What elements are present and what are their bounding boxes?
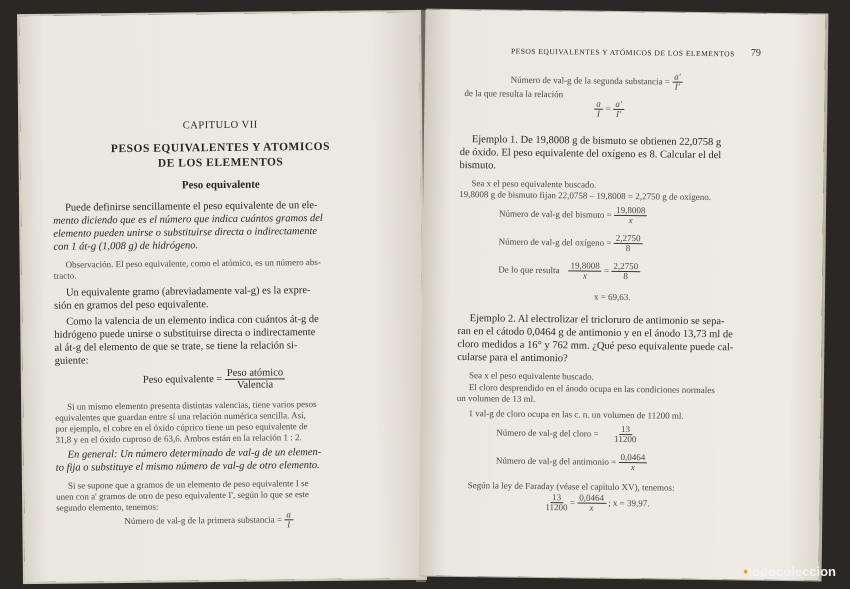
paragraph-line: al át-g del elemento de que se trate, se tiene la relación si- bbox=[54, 340, 298, 354]
solution-line: un volumen de 13 ml. bbox=[456, 392, 536, 404]
paragraph-line: con 1 át-g (1,008 g) de hidrógeno. bbox=[53, 240, 199, 253]
solution-line: Según la ley de Faraday (véase el capítulo XV), tenemos: bbox=[467, 480, 675, 493]
formula-bismuto bbox=[499, 204, 648, 226]
formula-denominator: 11200 bbox=[614, 434, 637, 445]
formula-lhs: De lo que resulta bbox=[498, 264, 560, 276]
watermark-dot: • bbox=[743, 564, 748, 579]
note-line: Si un mismo elemento presenta distintas valencias, tiene varios pesos bbox=[67, 399, 317, 412]
note-line: Observación. El peso equivalente, como el atómico, es un número abs- bbox=[65, 256, 321, 270]
formula-denominator: 8 bbox=[623, 271, 628, 282]
example-line: cularse para el antimonio? bbox=[457, 351, 568, 365]
solution-line: 1 val-g de cloro ocupa en las c. n. un volumen de 11200 ml. bbox=[468, 408, 684, 421]
example-line: bismuto. bbox=[459, 160, 497, 172]
formula-fraction bbox=[672, 73, 683, 93]
formula-denominator: x bbox=[589, 503, 594, 514]
note-line: tracto. bbox=[53, 270, 77, 281]
right-page bbox=[419, 10, 826, 581]
note-line: 31,8 y en el óxido cuproso de 63,6. Ambos están en la relación 1 : 2. bbox=[55, 432, 302, 445]
chapter-number: CAPITULO VII bbox=[182, 119, 258, 132]
watermark-text: todocoleccion bbox=[747, 564, 836, 579]
formula-numerator: a bbox=[594, 100, 603, 111]
chapter-title-line2: DE LOS ELEMENTOS bbox=[157, 156, 284, 170]
formula-lhs: Número de val-g de la segunda substancia = bbox=[510, 74, 670, 87]
formula-fraction bbox=[594, 100, 603, 120]
formula-denominator: Valencia bbox=[236, 379, 274, 391]
note-line: unen con a' gramos de otro de peso equivalente I', según lo que se este bbox=[56, 489, 310, 502]
page-number: 79 bbox=[750, 47, 762, 59]
formula-lhs: Número de val-g de la primera substancia = bbox=[124, 514, 283, 527]
formula-denominator: x bbox=[628, 215, 633, 226]
solution-line: Sea x el peso equivalente buscado. bbox=[468, 370, 595, 382]
left-page bbox=[19, 12, 425, 582]
paragraph-line: Puede definirse sencillamente el peso equivalente de un ele- bbox=[65, 199, 318, 214]
formula-denominator: 11200 bbox=[545, 502, 568, 513]
paragraph-line: guiente: bbox=[54, 355, 89, 367]
formula-lhs: Número de val-g del oxígeno = bbox=[498, 236, 612, 248]
formula-numerator: a' bbox=[613, 100, 624, 111]
formula-numerator: 2,2750 bbox=[611, 262, 640, 273]
formula-fraction bbox=[611, 262, 640, 282]
formula-equals: = bbox=[603, 265, 610, 276]
formula-primera-substancia bbox=[124, 510, 293, 532]
note-line: Si se supone que a gramos de un elemento de peso equivalente I se bbox=[67, 478, 309, 491]
formula-lhs: Número de val-g del antimonio = bbox=[495, 455, 617, 467]
example-line: de óxido. El peso equivalente del oxígeno es 8. Calcular el del bbox=[459, 147, 722, 162]
formula-numerator: 13 bbox=[550, 493, 563, 504]
formula-denominator: I bbox=[596, 109, 601, 120]
running-header: PESOS EQUIVALENTES Y ATÓMICOS DE LOS ELEMENTOS bbox=[510, 46, 735, 59]
formula-numerator: 13 bbox=[619, 425, 632, 436]
formula-denominator: x bbox=[630, 462, 635, 473]
formula-numerator: 0,0464 bbox=[577, 493, 606, 504]
formula-denominator: 8 bbox=[625, 243, 631, 254]
note-line: por ejemplo, el cobre en el óxido cúprico tiene un peso equivalente de bbox=[55, 421, 308, 434]
formula-equals: = bbox=[569, 497, 576, 508]
note-line: segundo elemento, tenemos: bbox=[56, 501, 159, 513]
formula-result: ; x = 39,97. bbox=[608, 497, 650, 509]
paragraph-line: hidrógeno puede unirse o substituirse directa o indirectamente bbox=[54, 327, 316, 341]
formula-fraction bbox=[614, 425, 636, 445]
paragraph-line: En general: Un número determinado de val-g de un elemen- bbox=[67, 446, 322, 461]
formula-oxigeno bbox=[499, 232, 643, 254]
watermark bbox=[743, 564, 836, 579]
formula-fraction bbox=[618, 453, 647, 473]
section-heading: Peso equivalente bbox=[181, 178, 260, 192]
example-line: ran en el cátodo 0,0464 g de antimonio y en el ánodo 13,73 ml de bbox=[457, 325, 733, 341]
formula-relation bbox=[594, 100, 624, 120]
formula-denominator: x bbox=[583, 270, 588, 282]
formula-denominator: I' bbox=[674, 82, 680, 93]
formula-fraction bbox=[568, 261, 601, 281]
example-line: Ejemplo 2. Al electrolizar el tricloruro de antimonio se sepa- bbox=[469, 313, 725, 328]
formula-fraction bbox=[614, 206, 647, 226]
paragraph-line: sión en gramos del peso equivalente. bbox=[54, 299, 209, 312]
formula-resultado-2 bbox=[545, 493, 649, 514]
note-line: equivalentes que guardan entre sí una relación numérica sencilla. Así, bbox=[55, 410, 306, 423]
chapter-title-line1: PESOS EQUIVALENTES Y ATOMICOS bbox=[110, 140, 331, 156]
formula-fraction bbox=[613, 100, 624, 120]
solution-line: El cloro desprendido en el ánodo ocupa en las condiciones normales bbox=[468, 382, 715, 396]
formula-fraction bbox=[577, 493, 606, 513]
formula-numerator: 2,2750 bbox=[614, 234, 643, 245]
paragraph-line: Un equivalente gramo (abreviadamente val-g) es la expre- bbox=[65, 285, 311, 299]
formula-numerator: a' bbox=[672, 73, 683, 84]
formula-fraction bbox=[225, 367, 286, 391]
paragraph-line: to fija o substituye el mismo número de val-g de otro elemento. bbox=[55, 459, 320, 474]
formula-resultado-1 bbox=[498, 260, 640, 282]
formula-peso-equivalente bbox=[143, 367, 286, 392]
solution-line: Sea x el peso equivalente buscado. bbox=[471, 178, 597, 190]
formula-denominator: I' bbox=[615, 109, 622, 120]
example-line: Ejemplo 1. De 19,8008 g de bismuto se obtienen 22,0758 g bbox=[471, 134, 722, 149]
formula-cloro bbox=[496, 423, 636, 445]
paragraph-line: Como la valencia de un elemento indica con cuántos át-g de bbox=[66, 313, 319, 328]
formula-fraction bbox=[614, 234, 643, 254]
formula-numerator: 19,8008 bbox=[614, 206, 647, 217]
formula-fraction bbox=[545, 493, 567, 513]
formula-lhs: Número de val-g del bismuto = bbox=[498, 208, 612, 220]
solution-line: 19,8008 g de bismuto fijan 22,0758 – 19,8008 = 2,2750 g de oxígeno. bbox=[459, 189, 712, 203]
result-line: x = 69,63. bbox=[593, 291, 631, 303]
text-line: de la que resulta la relación bbox=[464, 88, 564, 100]
formula-numerator: Peso atómico bbox=[225, 367, 285, 380]
paragraph-line: mento diciendo que es el número que indica cuántos gramos del bbox=[53, 212, 323, 227]
formula-numerator: a bbox=[284, 510, 293, 521]
formula-antimonio bbox=[496, 451, 648, 473]
formula-numerator: 19,8008 bbox=[569, 261, 602, 272]
formula-equals: = bbox=[604, 103, 612, 114]
formula-numerator: 0,0464 bbox=[618, 453, 647, 464]
formula-fraction bbox=[284, 510, 293, 530]
paragraph-line: elemento pueden unirse o substituirse directa o indirectamente bbox=[53, 226, 318, 240]
example-line: cloro medidos a 16° y 762 mm. ¿Qué peso equivalente puede cal- bbox=[457, 338, 734, 354]
formula-lhs: Número de val-g del cloro = bbox=[496, 427, 599, 439]
formula-denominator: I bbox=[287, 519, 291, 530]
formula-lhs: Peso equivalente = bbox=[142, 373, 223, 386]
